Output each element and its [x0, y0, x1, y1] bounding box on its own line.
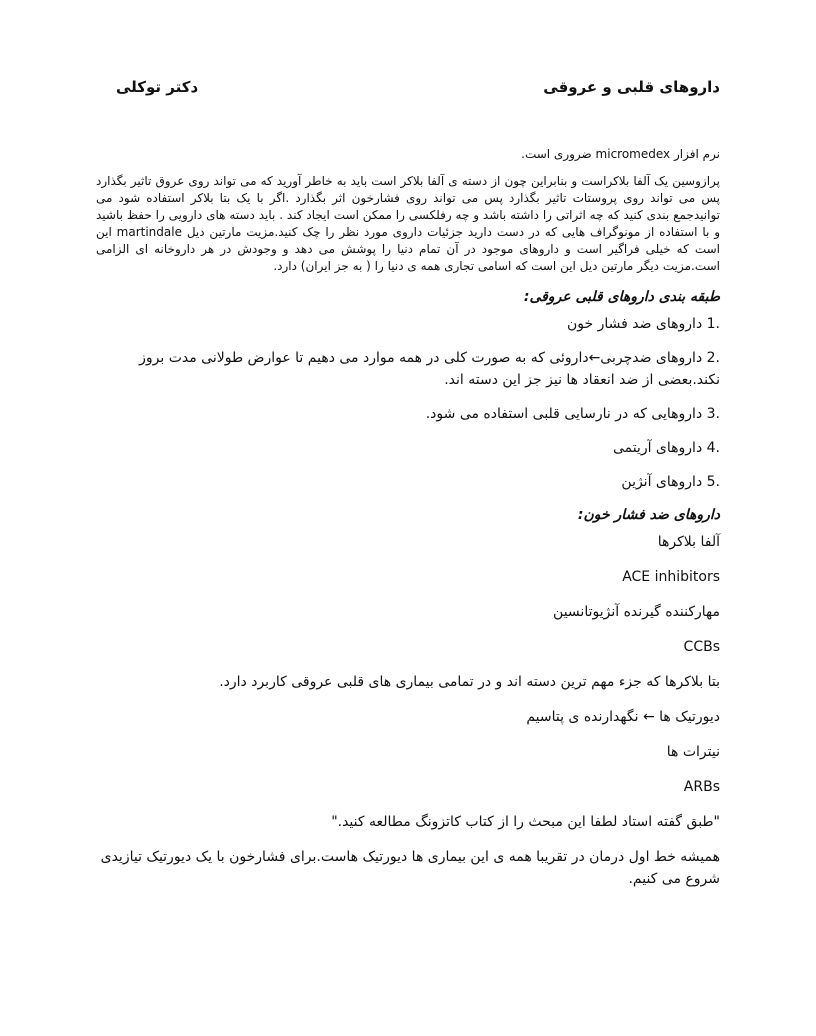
list-item — [96, 313, 720, 335]
drug-class-line: ACE inhibitors — [622, 569, 720, 585]
list-item-text: داروهایی که در نارسایی قلبی استفاده می شود. — [425, 406, 703, 422]
classification-list — [96, 313, 720, 493]
list-item-number: 4. — [706, 440, 720, 456]
drug-class-line: مهارکننده گیرنده آنژیوتانسین — [553, 604, 720, 620]
list-item-number: 5. — [706, 474, 720, 490]
list-item-number: 1. — [706, 316, 720, 332]
study-note: "طبق گفته استاد لطفا این مبحث را از کتاب کاتزونگ مطالعه کنید." — [331, 814, 720, 830]
antihypertensive-heading: داروهای ضد فشار خون: — [577, 507, 720, 523]
list-item-number: 3. — [706, 406, 720, 422]
list-item — [96, 403, 720, 425]
treatment-note: همیشه خط اول درمان در تقریبا همه ی این بیماری ها دیورتیک هاست.برای فشارخون با یک دیورتیک تیازیدی شروع می کنیم. — [100, 849, 720, 887]
software-note: نرم افزار micromedex ضروری است. — [521, 147, 720, 161]
list-item-text: داروهای ضدچربی←داروئی که به صورت کلی در همه موارد می دهیم تا عوارض طولانی مدت بروز نکند.بعضی از ضد انعقاد ها نیز جز این دسته اند. — [139, 350, 720, 388]
drug-class-line: بتا بلاکرها که جزء مهم ترین دسته اند و در تمامی بیماری های قلبی عروقی کاربرد دارد. — [219, 674, 720, 690]
document-author: دکتر توکلی — [116, 78, 199, 96]
document-title: داروهای قلبی و عروقی — [543, 78, 720, 96]
document-body — [96, 146, 720, 903]
drug-class-line: ARBs — [683, 779, 720, 795]
list-item-text: داروهای ضد فشار خون — [566, 316, 703, 332]
list-item — [96, 347, 720, 391]
list-item-text: داروهای آریتمی — [612, 440, 703, 456]
list-item — [96, 471, 720, 493]
drug-class-line: نیترات ها — [666, 744, 720, 760]
intro-paragraph: پرازوسین یک آلفا بلاکراست و بنابراین چون از دسته ی آلفا بلاکر است باید به خاطر آورید که می تواند روی عروق تاثیر بگذارد پس می تواند روی پروستات تاثیر بگذارد پس می تواند روی فشارخون اثر بگذارد .اگر با یک بتا بلاکر استفاده شود می توانیدجمع بندی کنید که چه اثراتی را داشته باشد و چه رفلکسی را ممکن است ایجاد کند . باید دسته های دارویی را حفظ باشید و با استفاده از مونوگراف هایی که در دست دارید جزئیات داروی مورد نظر را چک کنید.مزیت مارتین دیل martindale این است که خیلی فراگیر است و داروهای موجود در آن تمام دنیا را پوشش می دهد و وجودش در هر داروخانه ای الزامی است.مزیت دیگر مارتین دیل این است که اسامی تجاری همه ی دنیا را ( به جز ایران) دارد. — [96, 174, 720, 273]
list-item — [96, 437, 720, 459]
antihypertensive-list — [96, 531, 720, 890]
drug-class-line: دیورتیک ها ← نگهدارنده ی پتاسیم — [526, 709, 720, 725]
classification-heading: طبقه بندی داروهای قلبی عروقی: — [523, 289, 720, 305]
list-item-text: داروهای آنژین — [621, 474, 703, 490]
drug-class-line: آلفا بلاکرها — [657, 534, 720, 550]
page-header — [0, 78, 816, 100]
drug-class-line: CCBs — [683, 639, 720, 655]
list-item-number: 2. — [706, 350, 720, 366]
